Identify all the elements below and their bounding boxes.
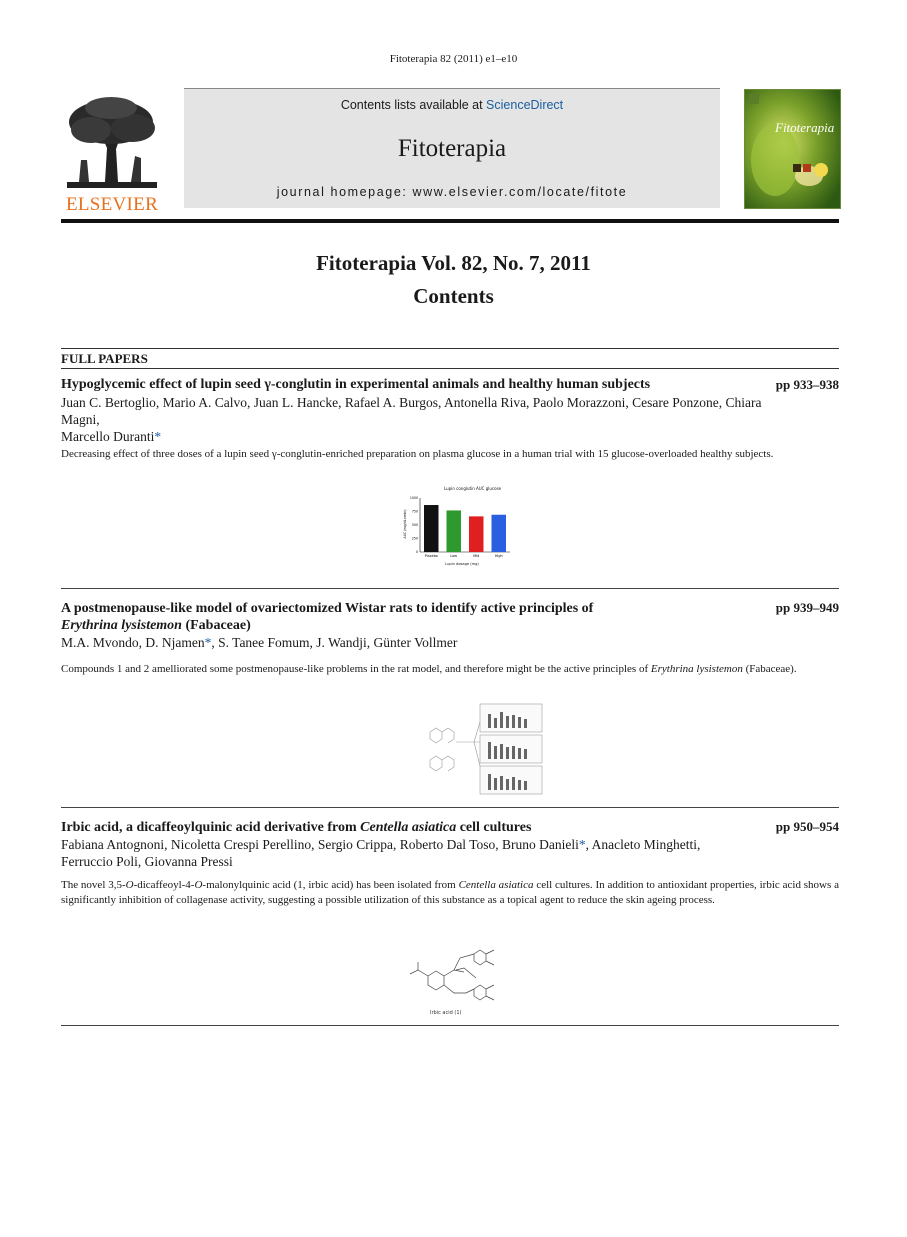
section-heading: FULL PAPERS: [61, 351, 148, 366]
figure-caption: Irbic acid (1): [430, 1010, 462, 1016]
chart-ylabel: AUC (mg/dL×min): [403, 509, 407, 539]
glucose-bar-chart: [398, 484, 518, 570]
section-top-rule: [61, 348, 839, 349]
abstract-text: -malonylquinic acid (1, irbic acid) has been isolated from: [202, 879, 459, 891]
abstract-text: cell cultures. In addition to antioxidant properties, irbic acid shows a significantly inhibition of collagenase activity, suggesting a possible utilization of this substance as a topical agent to reduce the skin ageing process.: [61, 879, 839, 906]
article-2-title[interactable]: [61, 600, 701, 634]
article-2-authors: [61, 634, 791, 651]
article-1-title[interactable]: Hypoglycemic effect of lupin seed γ-conglutin in experimental animals and healthy human subjects: [61, 377, 651, 392]
bar-high: [492, 515, 507, 552]
irbic-acid-structure: [400, 928, 520, 1020]
article-3-title-main: Irbic acid, a dicaffeoylquinic acid derivative from: [61, 820, 361, 835]
corresponding-author-star[interactable]: *: [154, 429, 162, 444]
article-2-pages: pp 939–949: [775, 600, 839, 615]
journal-homepage[interactable]: journal homepage: www.elsevier.com/locate/fitote: [276, 185, 628, 199]
article-2-abstract-end: (Fabaceae).: [742, 663, 797, 675]
article-1-author-last: Marcello Duranti: [61, 429, 155, 444]
x-tick-label: Low: [450, 554, 458, 558]
page-end-rule: [61, 1025, 839, 1026]
article-separator: [61, 588, 839, 589]
abstract-italic: O: [194, 879, 203, 891]
molecule-structures: [430, 722, 480, 771]
journal-name: Fitoterapia: [397, 135, 507, 162]
article-2-abstract: [61, 662, 839, 677]
article-3-authors: [61, 836, 791, 870]
article-1-authors-line1: Juan C. Bertoglio, Mario A. Calvo, Juan L. Hancke, Rafael A. Burgos, Antonella Riva, Paolo Morazzoni, Cesare Ponzone, Chiara Magni,: [61, 395, 762, 427]
article-separator: [61, 807, 839, 808]
corresponding-author-star[interactable]: *: [204, 635, 212, 650]
publisher-wordmark: ELSEVIER: [65, 194, 159, 215]
article-3-title-end: cell cultures: [456, 820, 532, 835]
journal-citation: Fitoterapia 82 (2011) e1–e10: [389, 53, 518, 65]
x-tick-label: High: [494, 554, 503, 558]
article-2-abstract-text: Compounds 1 and 2 amelliorated some postmenopause-like problems in the rat model, and therefore might be the active principles of: [61, 663, 651, 675]
article-3-authors-line1: [61, 836, 791, 853]
article-3-title[interactable]: [61, 819, 751, 836]
masthead-divider: [61, 219, 839, 223]
journal-banner: [184, 88, 720, 208]
x-tick-label: Mid: [473, 554, 480, 558]
journal-cover: [744, 89, 841, 209]
article-2-title-species: Erythrina lysistemon: [61, 618, 182, 633]
article-1-authors: [61, 394, 791, 445]
article-2-title-main: A postmenopause-like model of ovariectomized Wistar rats to identify active principles of: [61, 601, 594, 616]
bar-placebo: [424, 505, 439, 552]
contents-heading: Contents: [413, 284, 494, 308]
contents-available-line: [184, 98, 720, 112]
article-1-abstract: Decreasing effect of three doses of a lupin seed γ-conglutin-enriched preparation on plasma glucose in a human trial with 15 glucose-overloaded healthy subjects.: [61, 448, 774, 460]
article-3-authors-rest: , Anacleto Minghetti,: [585, 837, 701, 852]
article-2-graphical-abstract: [420, 702, 546, 801]
article-2-authors-first: M.A. Mvondo, D. Njamen: [61, 635, 205, 650]
article-3-pages: pp 950–954: [775, 819, 839, 834]
corresponding-author-star[interactable]: *: [578, 837, 586, 852]
y-tick-label: 750: [411, 509, 418, 514]
abstract-italic: O: [125, 879, 134, 891]
abstract-text: The novel 3,5-: [61, 879, 126, 891]
chart-title: Lupin conglutin AUC glucose: [444, 486, 502, 491]
abstract-italic: Centella asiatica: [458, 879, 534, 891]
bar-low: [447, 510, 462, 552]
article-3-authors-first: Fabiana Antognoni, Nicoletta Crespi Perellino, Sergio Crippa, Roberto Dal Toso, Bruno Danieli: [61, 837, 579, 852]
article-1-graphical-abstract: [398, 484, 518, 575]
y-tick-label: 1000: [409, 496, 418, 500]
article-3-graphical-abstract: [400, 928, 520, 1025]
cover-title: Fitoterapia: [775, 120, 835, 135]
article-2-title-family: (Fabaceae): [181, 618, 251, 633]
article-1-pages: pp 933–938: [775, 377, 839, 392]
x-tick-label: Placebo: [424, 554, 438, 558]
elsevier-tree-icon: [61, 94, 163, 192]
journal-masthead: [61, 88, 839, 218]
article-2-abstract-species: Erythrina lysistemon: [650, 663, 743, 675]
sciencedirect-link[interactable]: ScienceDirect: [486, 98, 564, 112]
section-bottom-rule: [61, 368, 839, 369]
cover-art: [745, 90, 840, 208]
y-tick-label: 0: [415, 550, 418, 554]
issue-title: Fitoterapia Vol. 82, No. 7, 2011: [316, 251, 591, 275]
article-2-authors-rest: , S. Tanee Fomum, J. Wandji, Günter Vollmer: [211, 635, 458, 650]
contents-prefix: Contents lists available at: [340, 98, 487, 112]
article-3-authors-line2: Ferruccio Poli, Giovanna Pressi: [61, 854, 233, 869]
chart-xlabel: Lupin dosage (mg): [445, 562, 479, 566]
article-3-title-species: Centella asiatica: [360, 820, 457, 835]
abstract-text: -dicaffeoyl-4-: [133, 879, 195, 891]
y-tick-label: 500: [411, 523, 418, 527]
ovariectomy-figure: [420, 702, 546, 796]
article-1-authors-line2: [61, 428, 791, 445]
article-3-abstract: [61, 878, 839, 907]
y-tick-label: 250: [411, 536, 418, 541]
chemical-bonds: [410, 950, 494, 1000]
elsevier-logo: [61, 94, 163, 215]
bar-mid: [469, 516, 484, 552]
